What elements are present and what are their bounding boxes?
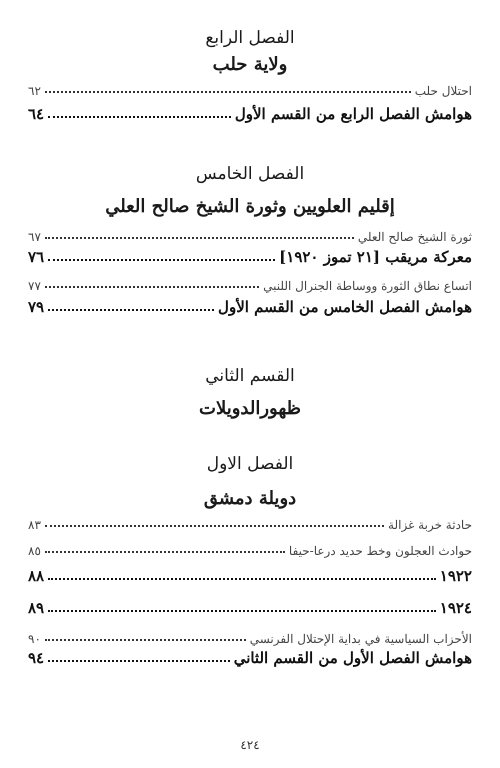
toc-entry-title: اتساع نطاق الثورة ووساطة الجنرال اللنبي: [263, 279, 472, 293]
toc-entry-page: ٩٠: [28, 632, 41, 646]
toc-entry-page: ٦٧: [28, 230, 41, 244]
toc-entry[interactable]: [28, 222, 472, 244]
toc-entry-title: معركة مريقب [٢١ تموز ١٩٢٠]: [279, 248, 472, 266]
toc-entry-title: هوامش الفصل الرابع من القسم الأول: [234, 105, 472, 123]
dot-leader: [48, 659, 230, 662]
toc-entry[interactable]: [28, 101, 472, 123]
dot-leader: [45, 524, 384, 527]
toc-entry-page: ٦٢: [28, 84, 41, 98]
part2-subheading: ظهورالدويلات: [199, 398, 301, 419]
toc-entry[interactable]: [28, 510, 472, 532]
dot-leader: [48, 308, 214, 311]
toc-entry[interactable]: [28, 244, 472, 266]
toc-entry[interactable]: [28, 271, 472, 293]
chapter5-heading: الفصل الخامس: [195, 164, 305, 184]
toc-entry-page: ٨٣: [28, 518, 41, 532]
dot-leader: [45, 550, 285, 553]
part2-heading: القسم الثاني: [205, 366, 295, 386]
toc-entry[interactable]: [28, 595, 472, 617]
toc-entry-title: حادثة خربة غزالة: [388, 518, 472, 532]
toc-entry[interactable]: [28, 645, 472, 667]
toc-entry-page: ٦٤: [28, 105, 45, 123]
dot-leader: [48, 258, 275, 261]
toc-entry-title: هوامش الفصل الأول من القسم الثاني: [233, 649, 472, 667]
dot-leader: [48, 609, 436, 612]
chapter1-heading: الفصل الاول: [206, 454, 294, 474]
toc-entry[interactable]: [28, 624, 472, 646]
toc-entry-page: ٧٦: [28, 248, 45, 266]
chapter1-subheading: دويلة دمشق: [203, 488, 297, 509]
toc-entry-page: ٨٩: [28, 599, 45, 617]
toc-entry[interactable]: [28, 563, 472, 585]
chapter4-heading: الفصل الرابع: [205, 28, 295, 48]
toc-entry-title: حوادث العجلون وخط حديد درعا-حيفا: [288, 544, 472, 558]
dot-leader: [45, 638, 246, 641]
toc-entry-page: ٧٩: [28, 298, 45, 316]
toc-entry-page: ٧٧: [28, 279, 41, 293]
toc-entry-page: ٨٨: [28, 567, 45, 585]
dot-leader: [48, 115, 231, 118]
dot-leader: [45, 285, 259, 288]
toc-entry-title: هوامش الفصل الخامس من القسم الأول: [218, 298, 472, 316]
toc-entry-title: ١٩٢٢: [439, 567, 472, 585]
dot-leader: [48, 577, 436, 580]
page-number: ٤٢٤: [240, 738, 260, 752]
chapter5-subheading: إقليم العلويين وثورة الشيخ صالح العلي: [105, 196, 395, 217]
toc-entry-title: ١٩٢٤: [439, 599, 472, 617]
toc-entry[interactable]: [28, 536, 472, 558]
dot-leader: [45, 236, 354, 239]
toc-entry[interactable]: [28, 294, 472, 316]
toc-entry-page: ٨٥: [28, 544, 41, 558]
toc-entry-title: ثورة الشيخ صالح العلي: [357, 230, 472, 244]
dot-leader: [45, 90, 411, 93]
toc-entry-title: الأحزاب السياسية في بداية الإحتلال الفرنسي: [249, 632, 472, 646]
chapter4-subheading: ولاية حلب: [212, 54, 288, 75]
toc-entry-page: ٩٤: [28, 649, 45, 667]
toc-entry-title: احتلال حلب: [414, 84, 472, 98]
toc-entry[interactable]: [28, 76, 472, 98]
